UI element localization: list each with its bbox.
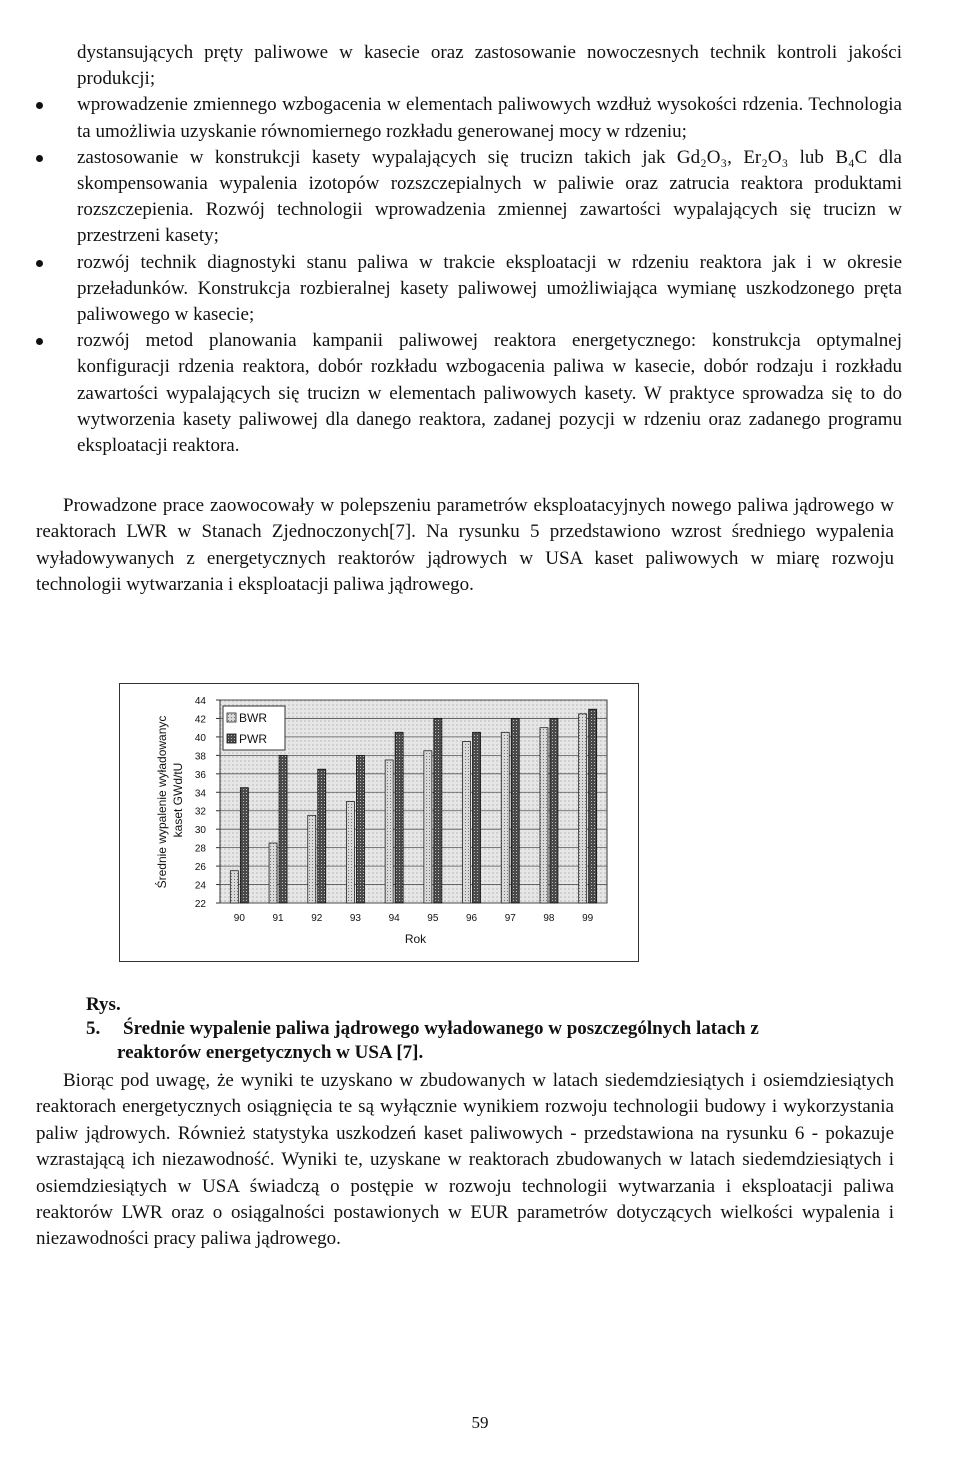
body-paragraph: Biorąc pod uwagę, że wyniki te uzyskano w zbudowanych w latach siedemdziesiątych i osiemdziesiątych reaktorach energetycznych osiągnięcia te są wyłącznie wynikiem rozwoju technologii budowy i wykorzystania paliw jądrowych. Również statystyka uszkodzeń kaset paliwowych - przedstawiona na rysunku 6 - pokazuje wzrastającą ich niezawodność. Wyniki te, uzyskane w reaktorach zbudowanych w latach siedemdziesiątych i osiemdziesiątych w USA świadczą o postępie w rozwoju technologii wytwarzania i eksploatacji paliwa reaktorów LWR oraz o osiągalności postawionych w EUR parametrów dotyczących wielkości wypalenia i niezawodności pracy paliwa jądrowego.: [36, 1070, 894, 1250]
body-paragraph: Prowadzone prace zaowocowały w polepszeniu parametrów eksploatacyjnych nowego paliwa jądrowego w reaktorach LWR w Stanach Zjednoczonych[7]. Na rysunku 5 przedstawiono wzrost średniego wypalenia wyładowywanych z energetycznych reaktorów jądrowych w USA kaset paliwowych w miarę rozwoju technologii wytwarzania i eksploatacji paliwa jądrowego.: [36, 495, 894, 596]
bar-bwr: [346, 802, 354, 904]
x-tick-label: 95: [427, 913, 439, 924]
bullet-text: rozwój technik diagnostyki stanu paliwa w trakcie eksploatacji w rdzeniu reaktora jak i w okresie przeładunków. Konstrukcja rozbieralnej kasety paliwowej umożliwiająca wymianę uszkodzonego pręta paliwowego w kasecie;: [77, 251, 902, 326]
y-tick-label: 26: [194, 862, 206, 874]
bullet-dot: [36, 155, 43, 162]
y-tick-label: 36: [194, 769, 206, 781]
bar-pwr: [550, 718, 558, 903]
caption-line1: Średnie wypalenie paliwa jądrowego wyładowanego w poszczególnych latach z: [123, 1018, 759, 1039]
bar-pwr: [356, 755, 364, 903]
bullet-text: dystansujących pręty paliwowe w kasecie oraz zastosowanie nowoczesnych technik kontroli jakości produkcji;: [77, 42, 902, 90]
y-axis-label: kaset GWd/tU: [171, 762, 185, 838]
caption-line2: reaktorów energetycznych w USA [7].: [117, 1042, 424, 1063]
y-tick-label: 38: [194, 751, 206, 763]
bar-bwr: [269, 843, 277, 903]
x-tick-label: 94: [388, 913, 400, 924]
bullet-item: [36, 145, 902, 250]
x-tick-label: 90: [233, 913, 245, 924]
y-tick-label: 42: [194, 714, 206, 726]
y-tick-label: 44: [194, 696, 206, 707]
bar-bwr: [540, 728, 548, 903]
x-tick-label: 96: [465, 913, 478, 924]
y-tick-label: 22: [194, 899, 206, 910]
x-tick-label: 99: [582, 913, 594, 924]
bar-pwr: [434, 718, 442, 903]
bar-pwr: [511, 718, 519, 903]
legend-label-pwr: PWR: [239, 732, 267, 746]
x-tick-label: 92: [311, 913, 323, 924]
y-tick-label: 30: [194, 825, 206, 837]
y-tick-label: 28: [194, 843, 206, 855]
bullet-text: rozwój metod planowania kampanii paliwowej reaktora energetycznego: konstrukcja optymalnej konfiguracji rdzenia reaktora, dobór rozkładu wzbogacenia paliwa w kasecie, dobór rodzaju i rozkładu zawartości wypalających się trucizn w elementach paliwowych kasety. W praktyce sprowadza się to do wytworzenia kasety paliwowej dla danego reaktora, zadanej pozycji w rdzeniu oraz zadanego programu eksploatacji reaktora.: [77, 330, 902, 457]
x-tick-label: 98: [543, 913, 555, 924]
bar-bwr: [230, 871, 238, 903]
bar-bwr: [501, 732, 509, 903]
x-tick-label: 97: [504, 913, 516, 924]
bar-pwr: [279, 755, 287, 903]
bullet-dot: [36, 338, 43, 345]
bar-pwr: [318, 769, 326, 903]
bar-bwr: [424, 751, 432, 903]
y-tick-label: 34: [194, 788, 206, 800]
figure-caption: [86, 993, 906, 1065]
bullet-text: wprowadzenie zmiennego wzbogacenia w elementach paliwowych wzdłuż wysokości rdzenia. Technologia ta umożliwia uzyskanie równomiernego rozkładu generowanej mocy w rdzeniu;: [77, 94, 902, 142]
bar-pwr: [473, 732, 481, 903]
legend-label-bwr: BWR: [239, 711, 267, 725]
bar-bwr: [385, 760, 393, 903]
bar-pwr: [395, 732, 403, 903]
bar-bwr: [308, 815, 316, 903]
caption-number: Rys. 5.: [86, 994, 121, 1039]
legend-swatch-pwr: [227, 734, 236, 743]
figure-chart: [119, 683, 639, 962]
legend-swatch-bwr: [227, 713, 236, 722]
bullet-text: zastosowanie w konstrukcji kasety wypalających się trucizn takich jak Gd₂O₃, Er₂O₃ lub B₄C dla skompensowania wypalenia izotopów rozszczepialnych w paliwie oraz zatrucia reaktora produktami rozszczepienia. Rozwój technologii wprowadzenia zmiennej zawartości wypalających się trucizn w przestrzeni kasety;: [77, 146, 902, 247]
bullet-item: [36, 40, 902, 92]
y-tick-label: 32: [194, 806, 206, 818]
bar-pwr: [240, 788, 248, 903]
x-tick-label: 93: [349, 913, 362, 924]
bullet-list: [36, 40, 902, 459]
burnup-bar-chart: [120, 684, 638, 961]
bullet-dot: [36, 102, 43, 109]
x-tick-label: 91: [272, 913, 284, 924]
bullet-item: [36, 250, 902, 329]
y-tick-label: 24: [194, 880, 206, 892]
y-tick-label: 40: [194, 732, 206, 744]
y-axis-label: Średnie wypalenie wyładowanyc: [155, 715, 169, 889]
bar-pwr: [589, 709, 597, 903]
bar-bwr: [463, 742, 471, 903]
bullet-item: [36, 92, 902, 144]
bullet-dot: [36, 260, 43, 267]
page-number: 59: [471, 1413, 489, 1432]
bullet-item: [36, 328, 902, 459]
bar-bwr: [579, 714, 587, 903]
x-axis-label: Rok: [404, 932, 427, 946]
